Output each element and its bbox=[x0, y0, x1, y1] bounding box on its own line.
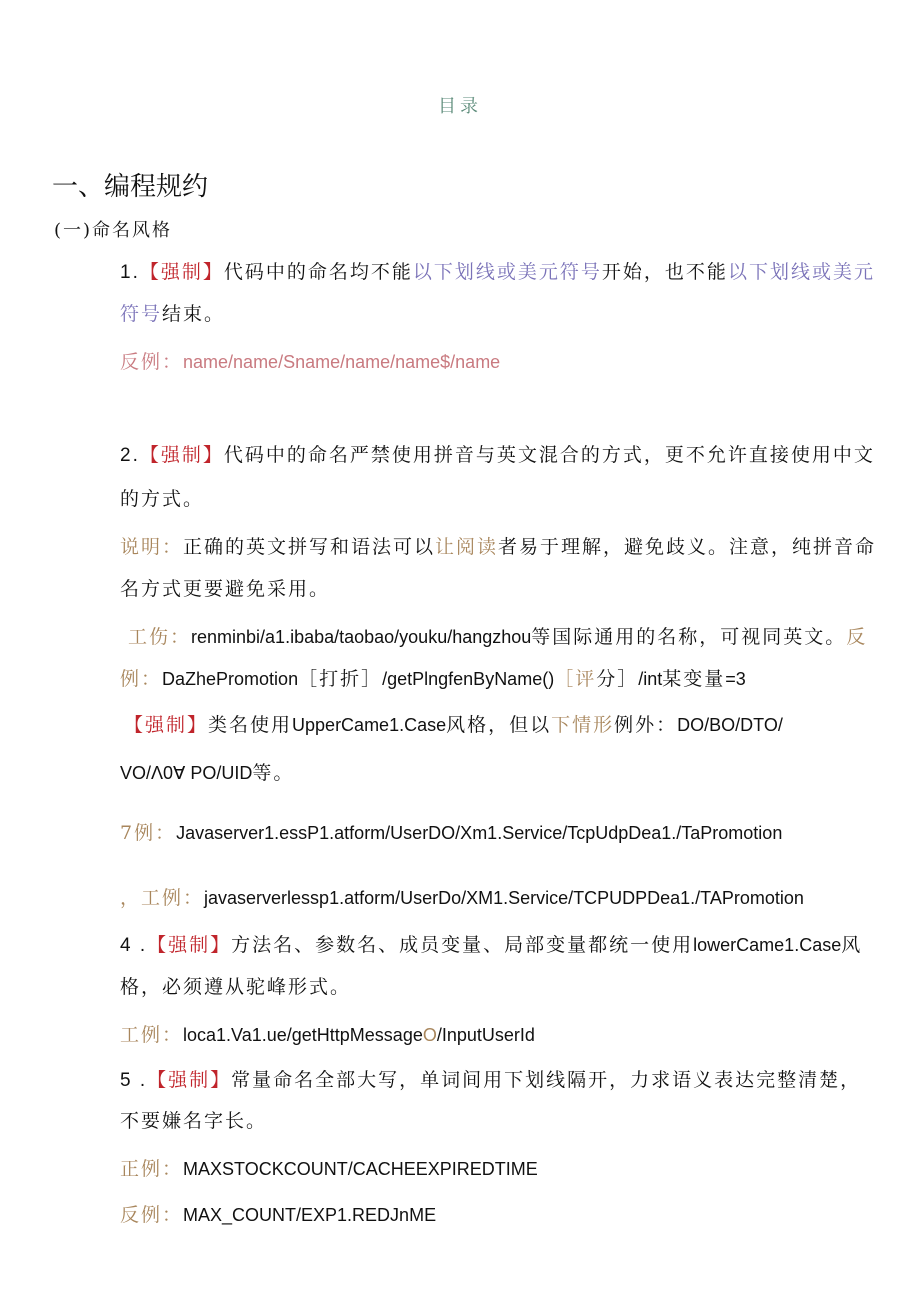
rule-1-line-1: 1.【强制】代码中的命名均不能以下划线或美元符号开始，也不能以下划线或美元 bbox=[120, 261, 875, 283]
rule-2-line-1: 2.【强制】代码中的命名严禁使用拼音与英文混合的方式，更不允许直接使用中文 bbox=[120, 444, 875, 466]
rule-tag: 【强制】 bbox=[124, 714, 209, 736]
note-2-line-2: 名方式更要避免采用。 bbox=[120, 578, 331, 600]
counter-example-7: 反例：MAX_COUNT/EXP1.REDJnME bbox=[120, 1204, 437, 1226]
rule-5-line-1: 5 .【强制】常量命名全部大写，单词间用下划线隔开，力求语义表达完整清楚， bbox=[120, 1069, 862, 1091]
rule-4-line-1: 4 .【强制】方法名、参数名、成员变量、局部变量都统一使用lowerCame1.Case风 bbox=[120, 934, 863, 956]
highlight-text: 以下划线或美元 bbox=[727, 261, 875, 283]
positive-example-6: 正例：MAXSTOCKCOUNT/CACHEEXPIREDTIME bbox=[120, 1158, 538, 1180]
rule-tag: 【强制】 bbox=[139, 261, 224, 283]
example-2-line-2: 例：DaZhePromotion［打折］/getPlngfenByName()［评分］/int某变量=3 bbox=[120, 668, 746, 690]
rule-3-line-2: VO/Λ0Ɐ PO/UID等。 bbox=[120, 762, 295, 784]
rule-4-line-2: 格，必须遵从驼峰形式。 bbox=[120, 976, 352, 998]
example-3: 7例：Javaserver1.essP1.atform/UserDO/Xm1.Service/TcpUdpDea1./TaPromotion bbox=[120, 822, 783, 844]
toc-title: 目录 bbox=[438, 96, 482, 117]
rule-3-line-1: 【强制】类名使用UpperCame1.Case风格，但以下情形例外：DO/BO/DTO/ bbox=[124, 714, 783, 736]
rule-tag: 【强制】 bbox=[147, 934, 232, 956]
example-2-line-1: 工伤：renminbi/a1.ibaba/taobao/youku/hangzhou等国际通用的名称，可视同英文。反 bbox=[128, 626, 868, 648]
counter-example-1: 反例：name/name/Sname/name/name$/name bbox=[120, 351, 501, 373]
rule-1-line-2: 符号结束。 bbox=[120, 303, 226, 325]
subsection-heading: (一)命名风格 bbox=[54, 220, 173, 241]
example-4: ，工例：javaserverlessp1.atform/UserDo/XM1.Service/TCPUDPDea1./TAPromotion bbox=[120, 887, 804, 909]
rule-tag: 【强制】 bbox=[139, 444, 224, 466]
section-heading: 一、编程规约 bbox=[52, 172, 209, 202]
rule-5-line-2: 不要嫌名字长。 bbox=[120, 1110, 268, 1132]
highlight-text: 以下划线或美元 bbox=[412, 261, 560, 283]
rule-tag: 【强制】 bbox=[147, 1069, 232, 1091]
rule-2-line-2: 的方式。 bbox=[120, 488, 205, 510]
example-5: 工例：loca1.Va1.ue/getHttpMessageO/InputUserId bbox=[120, 1024, 535, 1046]
note-2-line-1: 说明：正确的英文拼写和语法可以让阅读者易于理解，避免歧义。注意，纯拼音命 bbox=[120, 536, 877, 558]
